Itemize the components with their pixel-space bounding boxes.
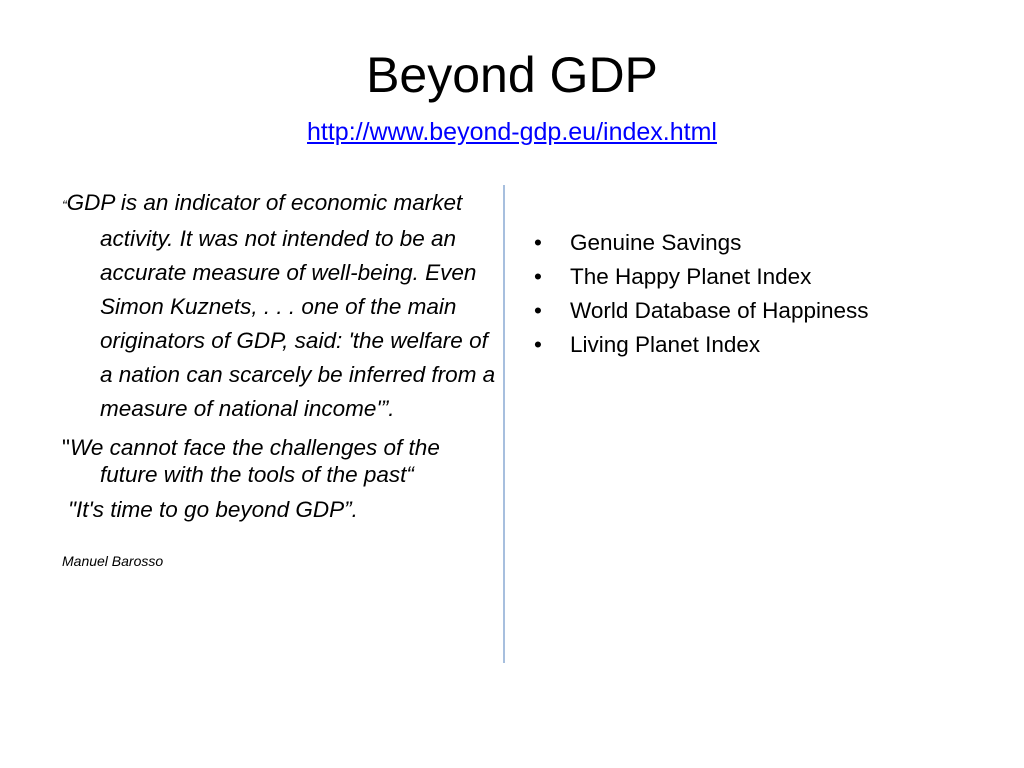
bullet-icon: • xyxy=(534,332,542,357)
list-item xyxy=(530,260,1000,294)
slide-title: Beyond GDP xyxy=(366,47,658,103)
quote-open-mark-2: " xyxy=(62,435,70,460)
list-item-label: The Happy Planet Index xyxy=(570,264,812,289)
list-item-label: World Database of Happiness xyxy=(570,298,869,323)
list-item-label: Living Planet Index xyxy=(570,332,761,357)
bullet-icon: • xyxy=(534,230,542,255)
bullet-icon: • xyxy=(534,298,542,323)
index-list xyxy=(530,226,1000,362)
list-item xyxy=(530,226,1000,260)
quote-open-mark: “ xyxy=(62,197,67,213)
quote-challenges-text: We cannot face the challenges of the future with the tools of the past“ xyxy=(70,435,440,487)
quote-kuznets-text: GDP is an indicator of economic market activity. It was not intended to be an accurate measure of well-being. Even Simon Kuznets, . . . one of the main originators of GDP, said: 'the welfare of a nation can scarcely be inferred from a measure of national income'”. xyxy=(66,190,496,421)
quote-column xyxy=(62,186,502,570)
url-line xyxy=(0,116,1024,148)
quote-beyond-gdp: "It's time to go beyond GDP”. xyxy=(68,497,358,522)
beyond-gdp-link[interactable]: http://www.beyond-gdp.eu/index.html xyxy=(307,118,717,146)
bullet-icon: • xyxy=(534,264,542,289)
column-divider xyxy=(503,185,505,663)
quote-kuznets xyxy=(62,186,502,426)
quote-challenges xyxy=(62,434,502,488)
quote-author: Manuel Barosso xyxy=(62,553,164,569)
list-item xyxy=(530,294,1000,328)
list-item xyxy=(530,328,1000,362)
list-item-label: Genuine Savings xyxy=(570,230,742,255)
